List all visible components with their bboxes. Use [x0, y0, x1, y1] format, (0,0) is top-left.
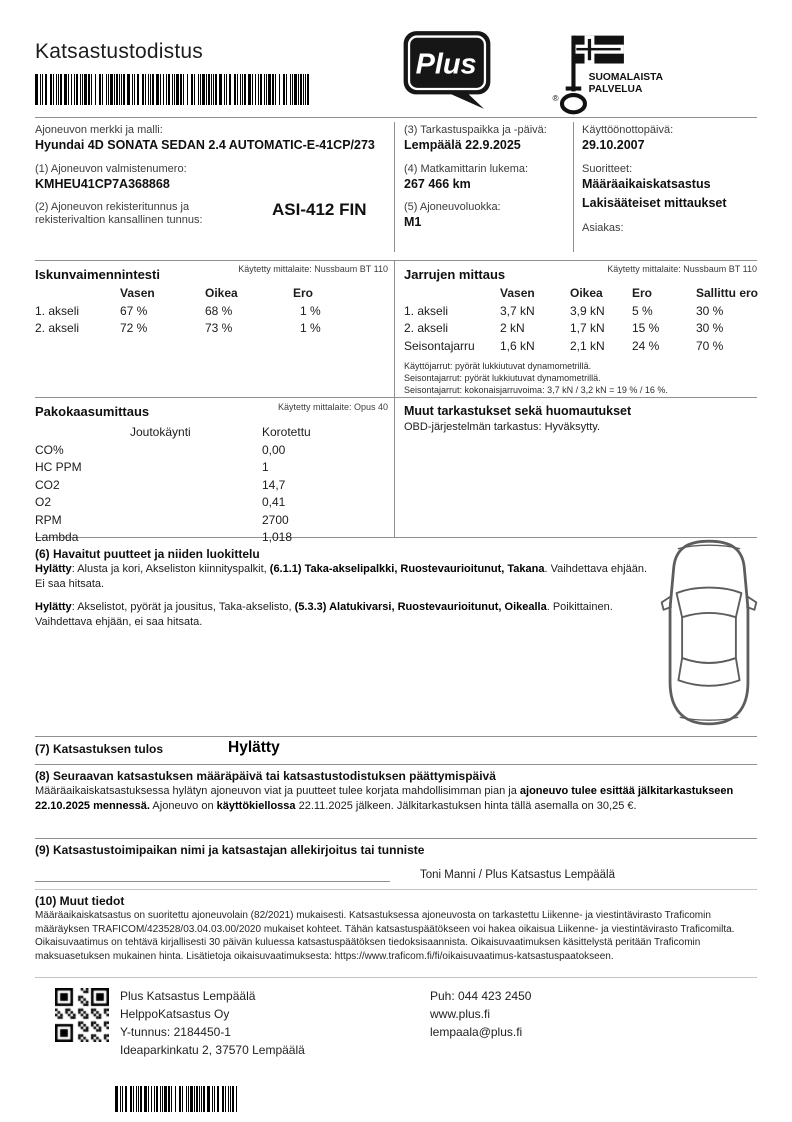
brake-note-2: Seisontajarrut: pyörät lukkiutuvat dynamometrillä.	[404, 373, 601, 383]
divider-info-col1	[394, 122, 395, 252]
divider-info-col2	[573, 122, 574, 252]
divider-header	[35, 117, 757, 118]
brake-test-title: Jarrujen mittaus	[404, 267, 506, 282]
shock-row2-label: 2. akseli	[35, 321, 80, 335]
emission-row2-raised: 1	[262, 460, 269, 474]
shock-row1-ero: 1 %	[300, 303, 321, 318]
emission-row2-idle	[130, 459, 262, 477]
car-top-view-diagram	[658, 534, 760, 732]
registration-label: (2) Ajoneuvon rekisteritunnus ja rekisterivaltion kansallinen tunnus:	[35, 201, 203, 226]
shock-row1-vasen: 67 %	[120, 303, 148, 318]
emission-test-title: Pakokaasumittaus	[35, 404, 150, 419]
next-inspection-title: (8) Seuraavan katsastuksen määräpäivä tai katsastustodistuksen päättymispäivä	[35, 769, 496, 783]
brake-row3-oikea: 2,1 kN	[570, 338, 605, 353]
table-row	[35, 303, 375, 321]
registered-mark: ®	[552, 94, 559, 104]
vin-label: (1) Ajoneuvon valmistenumero:	[35, 163, 187, 175]
table-row	[35, 494, 375, 512]
emission-row1-label: CO%	[35, 442, 64, 457]
emission-row3-raised: 14,7	[262, 477, 286, 492]
next-inspection-ban: käyttökiellossa	[216, 800, 296, 812]
emission-row5-raised: 2700	[262, 512, 289, 527]
plus-logo	[400, 28, 494, 112]
email-address: lempaala@plus.fi	[430, 1025, 523, 1039]
defects-title: (6) Havaitut puutteet ja niiden luokittelu	[35, 547, 260, 561]
defect-2-text-a: : Akselistot, pyörät ja jousitus, Taka-akselisto,	[71, 601, 295, 613]
key-flag-logo	[545, 34, 670, 116]
vehicle-class-value: M1	[404, 215, 422, 229]
plus-logo-label: Plus	[415, 48, 477, 81]
plus-logo-graphic	[400, 28, 494, 112]
emission-row1-idle	[130, 442, 262, 460]
defect-2-status: Hylätty	[35, 601, 72, 613]
table-row	[404, 303, 760, 321]
defect-1-status: Hylätty	[35, 563, 72, 575]
result-value: Hylätty	[228, 739, 280, 756]
brake-row2-oikea: 1,7 kN	[570, 321, 605, 335]
emission-row2-label: HC PPM	[35, 460, 82, 474]
other-info-text: Määräaikaiskatsastus on suoritettu ajoneuvolain (82/2021) mukaisesti. Katsastuksessa ajoneuvosta on tarkastettu Liikenne- ja viestintävirasto Traficomin määräyksen TRAFICOM/423528/03.04.03.00/2020 mukaiset kohteet. Tähän katsastuspäätökseen voi hakea oikaisua Liikenne- ja viestintävirasto Traficomilta. Oikaisuvaatimus on tehtävä kirjallisesti 30 päivän kuluessa katsastuspäätöksen tiedoksisaannista. Oikaisuvaatimuksen käsittelystä peritään Traficomin maksuasetuksen mukainen hinta. Lisätietoja oikaisuvaatimuksesta: https://www.traficom.fi/fi/oikaisuvaatimus-katsastuspaatokseen.	[35, 910, 735, 962]
brake-row2-sallittu: 30 %	[696, 321, 724, 335]
table-row	[35, 442, 375, 460]
footer-contact-block	[430, 987, 531, 1041]
key-flag-graphic	[545, 34, 670, 116]
service-1: Määräaikaiskatsastus	[582, 177, 711, 191]
key-flag-text-1: SUOMALAISTA	[588, 71, 664, 83]
emission-row4-label: O2	[35, 495, 52, 509]
table-row	[35, 477, 375, 495]
next-inspection-deadline: ajoneuvo tulee esittää jälkitarkastukseen 22.10.2025 mennessä.	[35, 785, 734, 812]
brake-row2-ero: 15 %	[632, 321, 660, 335]
brake-col-sallittu-ero: Sallittu ero	[696, 286, 759, 300]
signature-line	[35, 881, 390, 882]
divider-tests-top	[35, 260, 757, 261]
station-name: Plus Katsastus Lempäälä	[120, 989, 256, 1003]
brake-row1-oikea: 3,9 kN	[570, 303, 605, 318]
defect-item	[35, 591, 657, 630]
station-qr-code	[55, 988, 109, 1042]
table-row	[404, 338, 760, 356]
brake-col-vasen: Vasen	[500, 286, 535, 300]
next-inspection-seg3: Ajoneuvo on	[149, 800, 217, 812]
first-use-label: Käyttöönottopäivä:	[582, 124, 674, 136]
inspection-place-label: (3) Tarkastuspaikka ja -päivä:	[404, 124, 547, 136]
shock-row2-vasen: 72 %	[120, 321, 148, 335]
shock-col-ero: Ero	[293, 286, 314, 300]
brake-row1-sallittu: 30 %	[696, 303, 724, 318]
brake-row1-ero: 5 %	[632, 303, 653, 318]
services-label: Suoritteet:	[582, 163, 633, 175]
footer-address-block	[120, 987, 305, 1059]
divider-tests-vertical	[394, 260, 395, 537]
other-checks-title: Muut tarkastukset sekä huomautukset	[404, 404, 632, 418]
brake-col-ero: Ero	[632, 286, 653, 300]
brake-row3-sallittu: 70 %	[696, 338, 724, 353]
defect-1-text-a: : Alusta ja kori, Akseliston kiinnityspalkit,	[71, 563, 270, 575]
emission-row3-idle	[130, 477, 262, 495]
other-checks-text: OBD-järjestelmän tarkastus: Hyväksytty.	[404, 421, 601, 433]
emission-row4-raised: 0,41	[262, 495, 286, 509]
signature-title: (9) Katsastustoimipaikan nimi ja katsastajan allekirjoitus tai tunniste	[35, 843, 425, 857]
shock-test-title: Iskunvaimennintesti	[35, 267, 160, 282]
registration-number: ASI-412 FIN	[272, 200, 367, 219]
result-title: (7) Katsastuksen tulos	[35, 742, 164, 756]
signer-name: Toni Manni / Plus Katsastus Lempäälä	[420, 869, 615, 881]
emission-row5-idle	[130, 512, 262, 530]
emission-row1-raised: 0,00	[262, 442, 286, 457]
table-row	[35, 459, 375, 477]
brake-row2-vasen: 2 kN	[500, 321, 525, 335]
first-use-value: 29.10.2007	[582, 138, 645, 152]
emission-row6-label: Lambda	[35, 530, 79, 544]
vehicle-class-label: (5) Ajoneuvoluokka:	[404, 201, 501, 213]
emission-row3-label: CO2	[35, 477, 60, 492]
business-id: Y-tunnus: 2184450-1	[120, 1025, 231, 1039]
emission-test-device: Käytetty mittalaite: Opus 40	[277, 402, 388, 412]
emission-row6-idle	[130, 529, 262, 547]
divider-signature-top	[35, 838, 757, 839]
divider-result-top	[35, 736, 757, 737]
brake-test-header-row	[404, 285, 760, 303]
defect-1-text-b: . Vaihdettava ehjään. Ei saa hitsata.	[35, 563, 648, 590]
table-row	[35, 529, 375, 547]
brake-note-3: Seisontajarrut: kokonaisjarruvoima: 3,7 kN / 3,2 kN = 19 % / 16 %.	[404, 385, 668, 395]
key-flag-text-2: PALVELUA	[588, 84, 643, 96]
brake-note-1: Käyttöjarrut: pyörät lukkiutuvat dynamometrillä.	[404, 361, 592, 371]
footer-barcode	[115, 1086, 237, 1112]
shock-row2-oikea: 73 %	[205, 321, 233, 335]
customer-label: Asiakas:	[582, 222, 624, 234]
shock-test-device: Käytetty mittalaite: Nussbaum BT 110	[238, 264, 388, 274]
brake-row3-label: Seisontajarru	[404, 338, 475, 353]
company-name: HelppoKatsastus Oy	[120, 1007, 230, 1021]
phone-number: Puh: 044 423 2450	[430, 989, 532, 1003]
shock-row1-label: 1. akseli	[35, 303, 80, 318]
table-row	[35, 320, 375, 338]
shock-test-table	[35, 285, 375, 338]
make-model-value: Hyundai 4D SONATA SEDAN 2.4 AUTOMATIC-E-41CP/273	[35, 138, 375, 152]
emission-test-table	[35, 424, 375, 547]
brake-row1-label: 1. akseli	[404, 303, 449, 318]
next-inspection-seg5: 22.11.2025 jälkeen. Jälkitarkastuksen hinta tällä asemalla on 30,25 €.	[295, 800, 637, 812]
brake-test-table	[404, 285, 760, 355]
shock-row1-oikea: 68 %	[205, 303, 233, 318]
brake-col-oikea: Oikea	[570, 286, 603, 300]
divider-result-bottom	[35, 764, 757, 765]
defect-1-fault: (6.1.1) Taka-akselipalkki, Ruostevaurioitunut, Takana	[269, 563, 545, 575]
emission-header-row	[35, 424, 375, 442]
shock-row2-ero: 1 %	[300, 321, 321, 335]
table-row	[404, 320, 760, 338]
shock-col-oikea: Oikea	[205, 286, 238, 300]
table-row	[35, 512, 375, 530]
inspection-place-value: Lempäälä 22.9.2025	[404, 138, 521, 152]
document-barcode	[35, 74, 355, 105]
shock-test-header-row	[35, 285, 375, 303]
other-info-title: (10) Muut tiedot	[35, 894, 125, 908]
next-inspection-seg1: Määräaikaiskatsastuksessa hylätyn ajoneuvon viat ja puutteet tulee korjata mahdollisimman pian ja	[35, 785, 520, 797]
service-2: Lakisääteiset mittaukset	[582, 196, 727, 210]
brake-row3-vasen: 1,6 kN	[500, 338, 535, 353]
emission-row4-idle	[130, 494, 262, 512]
website: www.plus.fi	[430, 1007, 491, 1021]
emission-row6-raised: 1,018	[262, 530, 293, 544]
brake-row3-ero: 24 %	[632, 338, 660, 353]
defect-2-fault: (5.3.3) Alatukivarsi, Ruostevaurioitunut, Oikealla	[294, 601, 547, 613]
divider-other-info-top	[35, 889, 757, 890]
shock-col-vasen: Vasen	[120, 286, 155, 300]
brake-row2-label: 2. akseli	[404, 321, 449, 335]
odometer-value: 267 466 km	[404, 177, 471, 191]
make-model-label: Ajoneuvon merkki ja malli:	[35, 124, 163, 136]
emission-col-joutokaynti: Joutokäynti	[130, 425, 191, 439]
brake-row1-vasen: 3,7 kN	[500, 303, 535, 318]
vin-value: KMHEU41CP7A368868	[35, 177, 170, 191]
brake-test-device: Käytetty mittalaite: Nussbaum BT 110	[607, 264, 757, 274]
next-inspection-text	[35, 784, 761, 814]
street-address: Ideaparkinkatu 2, 37570 Lempäälä	[120, 1043, 305, 1057]
divider-tests-mid	[35, 397, 757, 398]
emission-col-korotettu: Korotettu	[262, 425, 311, 439]
emission-row5-label: RPM	[35, 512, 62, 527]
car-diagram-graphic	[658, 534, 760, 732]
divider-footer-top	[35, 977, 757, 978]
odometer-label: (4) Matkamittarin lukema:	[404, 163, 529, 175]
defect-item	[35, 553, 657, 592]
defect-2-text-b: . Poikittainen. Vaihdettava ehjään, ei saa hitsata.	[35, 601, 613, 628]
page-title: Katsastustodistus	[35, 40, 203, 63]
